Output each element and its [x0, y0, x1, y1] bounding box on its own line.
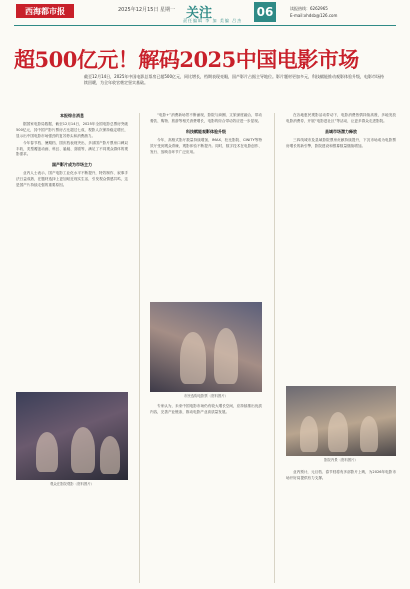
- issue-date: 2025年12月15日 星期一: [118, 7, 176, 13]
- article-column-2: [150, 113, 262, 157]
- article-column-2-continued: [150, 404, 262, 417]
- header-divider: [14, 25, 396, 26]
- paragraph: 据国家电影局数据，截至12月14日，2025年全国电影总票房突破500亿元，其中国产影片票房占比超过七成，观影人次保持稳定增长，显示出中国电影市场强劲的复苏势头和消费潜力。: [16, 121, 128, 138]
- paragraph: “电影+”消费新场景不断涌现，影院与商圈、文旅深度融合，带动餐饮、购物、旅游等相关消费增长，电影的综合带动效应进一步显现。: [150, 113, 262, 123]
- ticket-purchase-photo: [150, 302, 262, 392]
- cinema-audience-photo: [16, 392, 128, 480]
- article-column-3-continued: [286, 470, 396, 483]
- subheading: 科技赋能观影体验升级: [186, 128, 226, 134]
- column-divider: [139, 113, 140, 583]
- byline: 本报综合消息: [60, 113, 84, 118]
- photo-caption: 市民选购电影票（资料图片）: [183, 394, 229, 398]
- newspaper-logo: 西海都市报: [16, 4, 74, 18]
- column-divider: [274, 113, 275, 583]
- subheading: 县域市场潜力释放: [325, 128, 357, 134]
- paragraph: 三四线城市及县域影院票房贡献持续提升，下沉市场成为电影票房增长的新引擎，影院建设和银幕数量继续增加。: [286, 137, 396, 148]
- section-title: 关注: [186, 6, 213, 21]
- paragraph: 在各地惠民观影活动带动下，电影消费热情持续高涨，多地发放电影消费券，开展“电影进社区”等活动，让更多群众走进影院。: [286, 113, 396, 123]
- photo-caption: 观众在影院观影（资料图片）: [49, 482, 95, 486]
- masthead: [0, 0, 410, 26]
- contact-info: [290, 5, 337, 19]
- page-headline: 超500亿元！解码2025中国电影市场: [14, 47, 359, 72]
- paragraph: 今年春节档、暑期档、国庆档表现突出，多部国产影片票房口碑双丰收，类型覆盖动画、科幻、悬疑、喜剧等，满足了不同观众群体的观影需求。: [16, 140, 128, 157]
- paragraph: 专家认为，未来中国电影市场仍有较大增长空间，应持续推出优质内容，完善产业链条，推动电影产业高质量发展。: [150, 404, 262, 414]
- paragraph: 业内人士表示，国产电影工业化水平不断提升，特效制作、叙事手法日益成熟，在题材选择上更加贴近现实生活，引发观众情感共鸣，这是国产片持续走强的重要原因。: [16, 171, 128, 188]
- lead-paragraph: 截至12月14日，2025年中国电影总票房已超500亿元，同比增长，档期表现亮眼，国产影片占据主导地位。影片题材更加多元，科技赋能推动观影体验升级，电影市场持续回暖，为全年收官奠定坚实基础。: [84, 74, 384, 86]
- page-number: 06: [254, 2, 276, 22]
- article-column-1: [16, 113, 128, 190]
- paragraph: 业内预计，元旦档、春节档将有多部影片上映，为2026年电影市场开好局提供有力支撑。: [286, 470, 396, 480]
- photo-caption: 影院内景（资料图片）: [324, 458, 358, 462]
- paragraph: 今年，高格式影厅数量持续增加，IMAX、杜比影院、CINITY等特效厅受到观众青睐，观影体验不断提升。同时，数字技术在电影创作、发行、放映各环节广泛应用。: [150, 137, 262, 154]
- section-editor: 责任编辑 李 加 美编 吕杰: [183, 18, 243, 23]
- subheading: 国产影片成为市场主力: [52, 162, 92, 168]
- cinema-interior-photo: [286, 386, 396, 456]
- article-column-3: [286, 113, 396, 151]
- contact-email: E-mail:xhdsb@126.com: [290, 13, 338, 18]
- contact-phone: 读报热线：6262965: [290, 6, 328, 11]
